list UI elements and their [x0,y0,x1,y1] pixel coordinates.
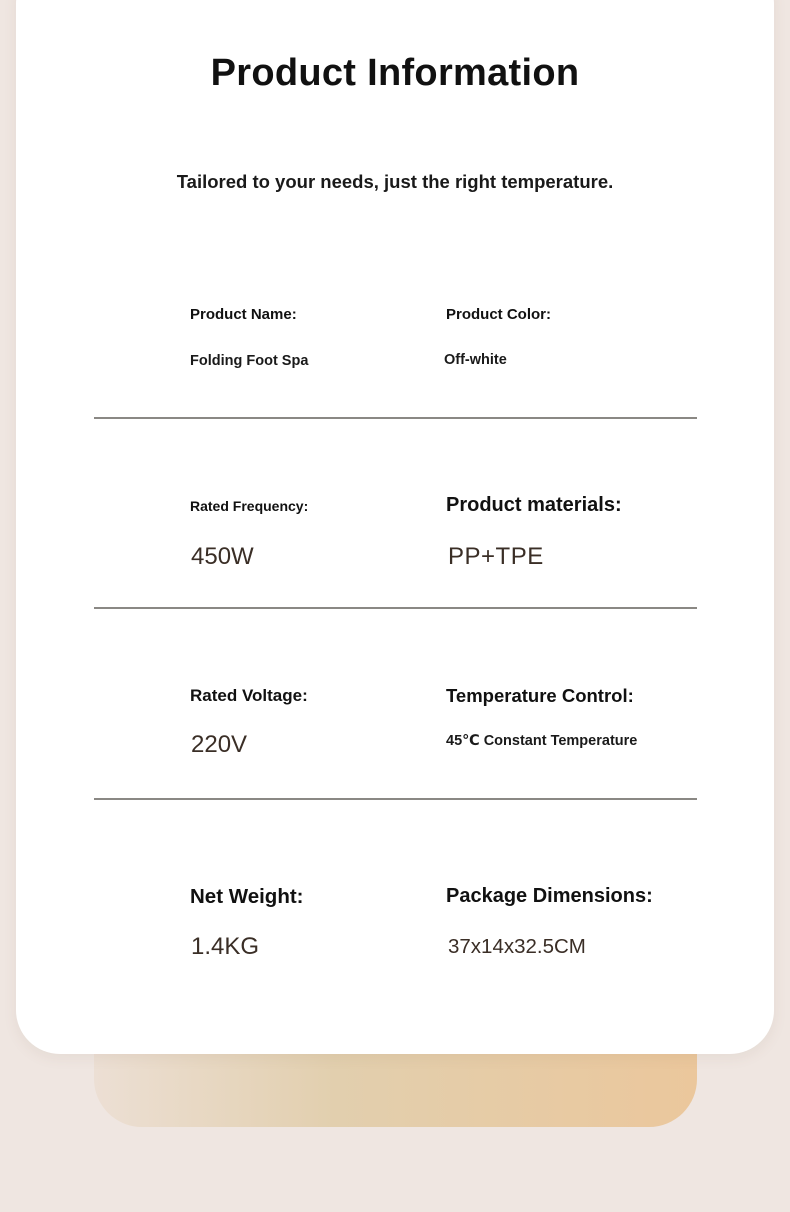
package-dimensions-value: 37x14x32.5CM [448,935,586,958]
rated-voltage-value: 220V [191,731,248,758]
product-color-label: Product Color: [446,306,551,323]
product-name-label: Product Name: [190,306,297,323]
net-weight-label: Net Weight: [190,885,304,908]
row-divider [94,798,697,800]
page-subtitle: Tailored to your needs, just the right temperature. [176,171,614,192]
product-materials-label: Product materials: [446,494,622,516]
net-weight-value: 1.4KG [191,933,260,960]
page-title: Product Information [210,52,580,94]
product-color-value: Off-white [444,352,507,368]
package-dimensions-label: Package Dimensions: [446,885,653,907]
info-card [16,0,774,1054]
temperature-control-value: 45℃ Constant Temperature [446,733,638,749]
row-divider [94,417,697,419]
temperature-control-label: Temperature Control: [446,685,634,706]
rated-frequency-label: Rated Frequency: [190,498,309,514]
rated-frequency-value: 450W [191,543,254,570]
row-divider [94,607,697,609]
product-materials-value: PP+TPE [448,543,544,570]
product-name-value: Folding Foot Spa [190,353,309,369]
rated-voltage-label: Rated Voltage: [190,686,308,705]
